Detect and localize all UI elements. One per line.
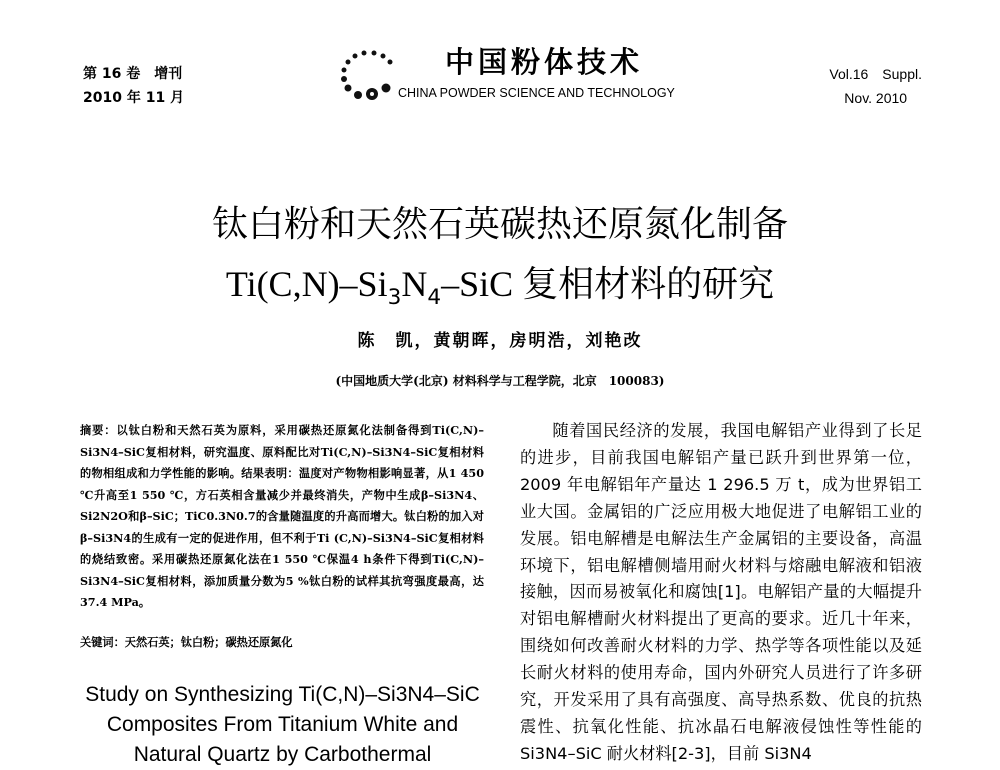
journal-name-cn: 中国粉体技术 [445, 45, 644, 79]
title-formula-sub1: 3 [387, 285, 402, 311]
keywords-label: 关键词： [80, 635, 125, 649]
abstract-label: 摘要： [80, 423, 117, 437]
english-title-line3: Natural Quartz by Carbothermal [133, 743, 432, 766]
intro-paragraph: 随着国民经济的发展，我国电解铝产业得到了长足的进步，目前我国电解铝产量已跃升到世界第一位，2009 年电解铝年产量达 1 296.5 万 t，成为世界铝工业大国。金属铝的广泛应用极大地促进了电解铝工业的发展。铝电解槽是电解法生产金属铝的主要设备，高温环境下，铝电解槽侧墙用耐火材料与熔融电解液和铝液接触，因而易被氧化和腐蚀[1]。电解铝产量的大幅提升对铝电解槽耐火材料提出了更高的要求。近几十年来，围绕如何改善耐火材料的力学、热学等各项性能以及延长耐火材料的使用寿命，国内外研究人员进行了许多研究，开发采用了具有高强度、高导热系数、优良的抗热震性、抗氧化性能、抗冰晶石电解液侵蚀性等性能的 Si3N4–SiC 耐火材料[2-3]，目前 Si3N4 [520, 421, 922, 763]
paper-title-line2 [0, 256, 1000, 310]
header-volume-en: Vol.16 Suppl. [829, 66, 922, 82]
header-date-cn: 2010 年 11 月 [83, 90, 185, 106]
title-formula-part-c: –SiC [441, 264, 523, 304]
title-formula-part-a: Ti(C,N)–Si [225, 264, 388, 304]
header-date-en: Nov. 2010 [844, 90, 908, 106]
body-text-column [520, 418, 922, 768]
title-formula-sub2: 4 [427, 285, 442, 311]
header-volume-info [83, 62, 184, 110]
english-title-line1: Study on Synthesizing Ti(C,N)–Si3N4–SiC [85, 683, 480, 706]
abstract-text: 以钛白粉和天然石英为原料，采用碳热还原氮化法制备得到Ti(C,N)–Si3N4–SiC复相材料，研究温度、原料配比对Ti(C,N)–Si3N4–SiC复相材料的物相组成和力学性能的影响。结果表明：温度对产物物相影响显著，从1 450 ℃升高至1 550 ℃，方石英相含量减少并最终消失，产物中生成β–Si3N4、Si2N2O和β–SiC；TiC0.3N0.7的含量随温度的升高而增大。钛白粉的加入对β–Si3N4的生成有一定的促进作用，但不利于Ti (C,N)–Si3N4–SiC复相材料的烧结致密。采用碳热还原氮化法在1 550 ℃保温4 h条件下得到Ti(C,N)–Si3N4–SiC复相材料，添加质量分数为5 %钛白粉的试样其抗弯强度最高，达37.4 MPa。 [80, 423, 484, 609]
abstract-cn [80, 420, 484, 614]
english-title [70, 680, 495, 770]
keywords-text: 天然石英；钛白粉；碳热还原氮化 [124, 635, 293, 649]
affiliation: (中国地质大学(北京) 材料科学与工程学院，北京 100083) [335, 374, 665, 388]
title-formula-part-b: N [401, 264, 428, 304]
english-title-line2: Composites From Titanium White and [106, 713, 459, 736]
title-line2-cn: 复相材料的研究 [522, 264, 775, 305]
author-list: 陈 凯，黄朝晖，房明浩，刘艳改 [357, 331, 643, 351]
paper-title-line1: 钛白粉和天然石英碳热还原氮化制备 [211, 204, 788, 245]
header-volume-info-en [829, 62, 922, 110]
keywords-cn [80, 634, 484, 650]
journal-logo-icon [334, 42, 404, 106]
journal-name-en: CHINA POWDER SCIENCE AND TECHNOLOGY [398, 86, 675, 100]
header-volume: 第 16 卷 增刊 [83, 66, 183, 82]
